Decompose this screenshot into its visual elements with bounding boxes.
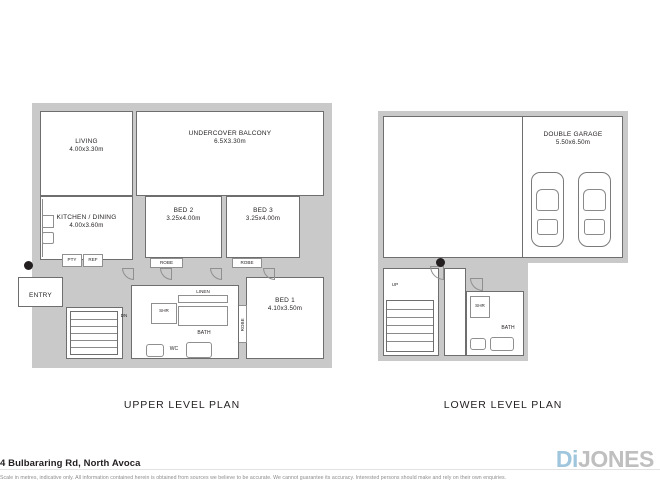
pantry-label: PTY <box>67 257 77 262</box>
cooktop-icon <box>42 215 54 228</box>
room-bed-1 <box>246 277 324 359</box>
dijones-logo <box>556 446 654 473</box>
room-undercover-balcony-label: UNDERCOVER BALCONY 6.5X3.30m <box>188 130 272 146</box>
linen-label: LINEN <box>196 289 210 294</box>
room-bed-1-label: BED 1 4.10x3.50m <box>267 297 303 313</box>
fridge-label: REF <box>88 257 98 262</box>
vanity-icon <box>186 342 212 358</box>
room-entry-label: ENTRY <box>29 292 52 299</box>
disclaimer-text: Scale in metres, indicative only. All information contained herein is obtained from sources we believe to be accurate. We cannot guarantee its accuracy. Interested persons should make and rely on their own enquiries. <box>0 475 507 481</box>
garage-front-void <box>383 116 526 258</box>
toilet-icon-lower <box>470 338 486 350</box>
car-right-icon <box>578 172 611 247</box>
room-bed-2-label: BED 2 3.25x4.00m <box>166 207 201 223</box>
logo-prefix: Di <box>555 446 579 472</box>
room-kitchen-dining-label: KITCHEN / DINING 4.00x3.60m <box>56 214 117 230</box>
staircase-lower <box>386 300 434 352</box>
upper-level-plan-title: UPPER LEVEL PLAN <box>123 399 241 411</box>
staircase-upper <box>70 311 118 355</box>
room-bed-3-label: BED 3 3.25x4.00m <box>245 207 281 223</box>
room-undercover-balcony <box>136 111 324 196</box>
room-living-label: LIVING 4.00x3.30m <box>69 138 104 154</box>
room-bed-2 <box>145 196 222 258</box>
wc-label: WC <box>169 346 179 352</box>
sink-icon <box>42 232 54 244</box>
bench-line <box>42 199 43 257</box>
linen-cupboard <box>178 295 228 303</box>
shower-label-lower: SHR <box>475 303 485 308</box>
robe-bed3-label: ROBE <box>240 260 254 265</box>
lower-level-plan-title: LOWER LEVEL PLAN <box>443 399 563 411</box>
bathtub-icon <box>178 306 228 326</box>
lower-passage <box>444 268 466 356</box>
lower-entry-marker <box>436 258 445 267</box>
stairs-up-label: UP <box>391 282 399 287</box>
room-bed-3 <box>226 196 300 258</box>
bath-label-lower: BATH <box>501 325 515 331</box>
property-address: 4 Bulbararing Rd, North Avoca <box>0 458 141 469</box>
room-double-garage-label: DOUBLE GARAGE 5.50x6.50m <box>543 131 603 147</box>
vanity-icon-lower <box>490 337 514 351</box>
car-left-icon <box>531 172 564 247</box>
north-point-icon <box>24 261 33 270</box>
shower-label: SHR <box>159 308 169 313</box>
bath-label-upper: BATH <box>197 330 211 336</box>
robe-bed1-label: ROBE <box>240 318 246 332</box>
stairs-down-label: DN <box>120 313 128 318</box>
logo-suffix: JONES <box>578 446 654 472</box>
robe-bed2-label: ROBE <box>159 260 174 265</box>
